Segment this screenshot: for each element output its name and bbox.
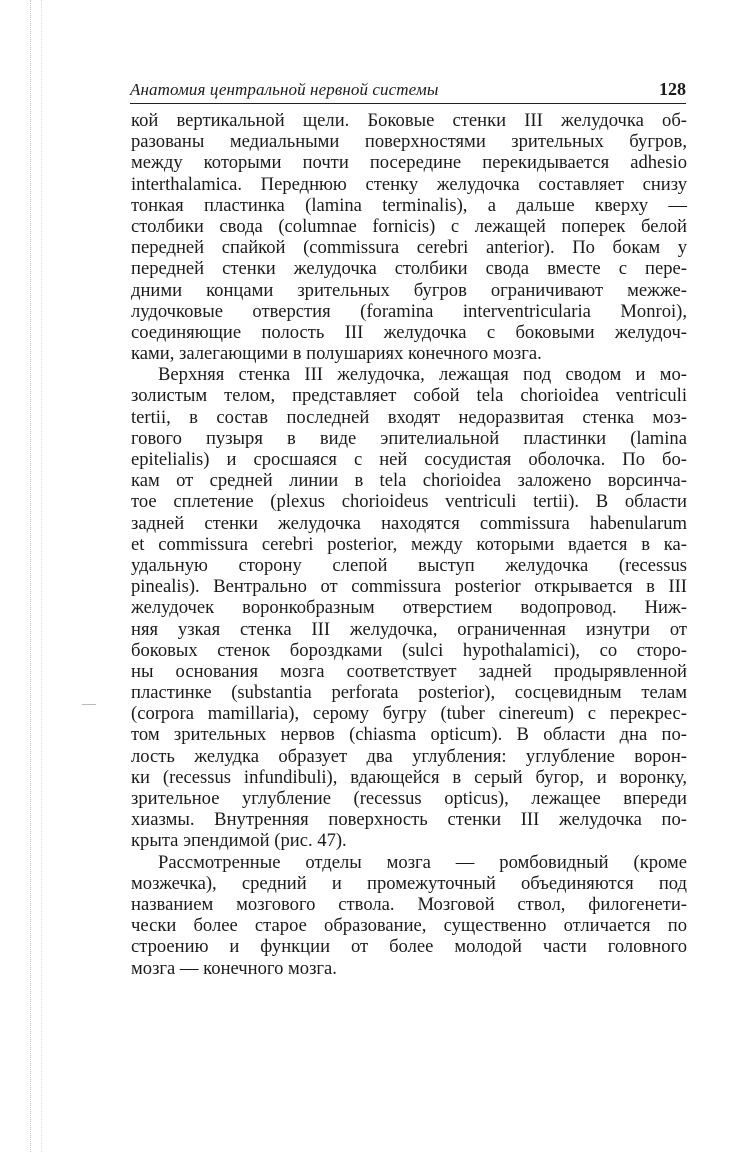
page-number: 128 — [659, 79, 686, 99]
text-line: Верхняя стенка III желудочка, лежащая под сводом и мо- — [158, 364, 687, 386]
text-line: кам от средней линии в tela chorioidea заложено ворсинча- — [131, 470, 687, 492]
text-line: передней стенки желудочка столбики свода вместе с пере- — [131, 258, 687, 280]
text-line: Рассмотренные отделы мозга — ромбовидный (кроме — [158, 851, 687, 873]
body-text — [131, 110, 687, 979]
text-line: золистым телом, представляет собой tela chorioidea ventriculi — [131, 385, 687, 407]
text-line: хиазмы. Внутренняя поверхность стенки III желудочка по- — [131, 809, 687, 831]
text-line: дними концами зрительных бугров ограничивают межже- — [131, 279, 687, 301]
text-line: pinealis). Вентрально от commissura posterior открывается в III — [131, 576, 687, 598]
header-rule — [130, 103, 686, 104]
text-line: пластинке (substantia perforata posterior), сосцевидным телам — [131, 682, 687, 704]
text-line: удальную сторону слепой выступ желудочка (recessus — [131, 554, 687, 576]
text-line: ками, залегающими в полушариях конечного мозга. — [131, 343, 542, 365]
text-line: лость желудка образует два углубления: углубление ворон- — [131, 745, 687, 767]
text-line: мозжечка), средний и промежуточный объединяются под — [131, 872, 687, 894]
text-line: боковых стенок бороздками (sulci hypothalamici), со сторо- — [131, 639, 687, 661]
text-line: tertii, в состав последней входят недоразвитая стенка моз- — [131, 406, 687, 428]
text-line: гового пузыря в виде эпителиальной пластинки (lamina — [131, 427, 687, 449]
text-line: ны основания мозга соответствует задней продырявленной — [131, 660, 687, 682]
text-line: лудочковые отверстия (foramina interventricularia Monroi), — [131, 300, 687, 322]
text-line: тонкая пластинка (lamina terminalis), а дальше кверху — — [131, 194, 687, 216]
text-line: между которыми почти посередине перекидывается adhesio — [131, 152, 687, 174]
text-line: ки (recessus infundibuli), вдающейся в серый бугор, и воронку, — [131, 766, 687, 788]
page-binding-edge — [30, 0, 42, 1152]
text-line: et commissura cerebri posterior, между которыми вдается в ка- — [131, 533, 687, 555]
text-line: мозга — конечного мозга. — [131, 957, 337, 979]
text-line: тое сплетение (plexus chorioideus ventriculi tertii). В области — [131, 491, 687, 513]
gutter-mark — [82, 704, 96, 705]
text-line: том зрительных нервов (chiasma opticum). В области дна по- — [131, 724, 687, 746]
page-header — [130, 80, 686, 104]
text-line: кой вертикальной щели. Боковые стенки III желудочка об- — [131, 110, 687, 131]
text-line: передней спайкой (commissura cerebri anterior). По бокам у — [131, 237, 687, 259]
text-line: желудочек воронкобразным отверстием водопровод. Ниж- — [131, 597, 687, 619]
text-line: названием мозгового ствола. Мозговой ствол, филогенети- — [131, 893, 687, 915]
text-line: разованы медиальными поверхностями зрительных бугров, — [131, 131, 687, 153]
text-line: interthalamica. Переднюю стенку желудочка составляет снизу — [131, 173, 687, 195]
text-line: строению и функции от более молодой части головного — [131, 936, 687, 958]
text-line: чески более старое образование, существенно отличается по — [131, 915, 687, 937]
text-line: задней стенки желудочка находятся commissura habenularum — [131, 512, 687, 534]
text-line: столбики свода (columnae fornicis) с лежащей поперек белой — [131, 215, 687, 237]
text-line: зрительное углубление (recessus opticus), лежащее впереди — [131, 788, 687, 809]
text-line: соединяющие полость III желудочка с боковыми желудоч- — [131, 321, 687, 343]
text-line: epitelialis) и сросшаяся с ней сосудистая оболочка. По бо- — [131, 449, 687, 470]
text-line: няя узкая стенка III желудочка, ограниченная изнутри от — [131, 618, 687, 640]
text-line: крыта эпендимой (рис. 47). — [131, 830, 347, 852]
text-line: (corpora mamillaria), серому бугру (tuber cinereum) с перекрес- — [131, 703, 687, 725]
running-title: Анатомия центральной нервной системы — [130, 80, 439, 99]
